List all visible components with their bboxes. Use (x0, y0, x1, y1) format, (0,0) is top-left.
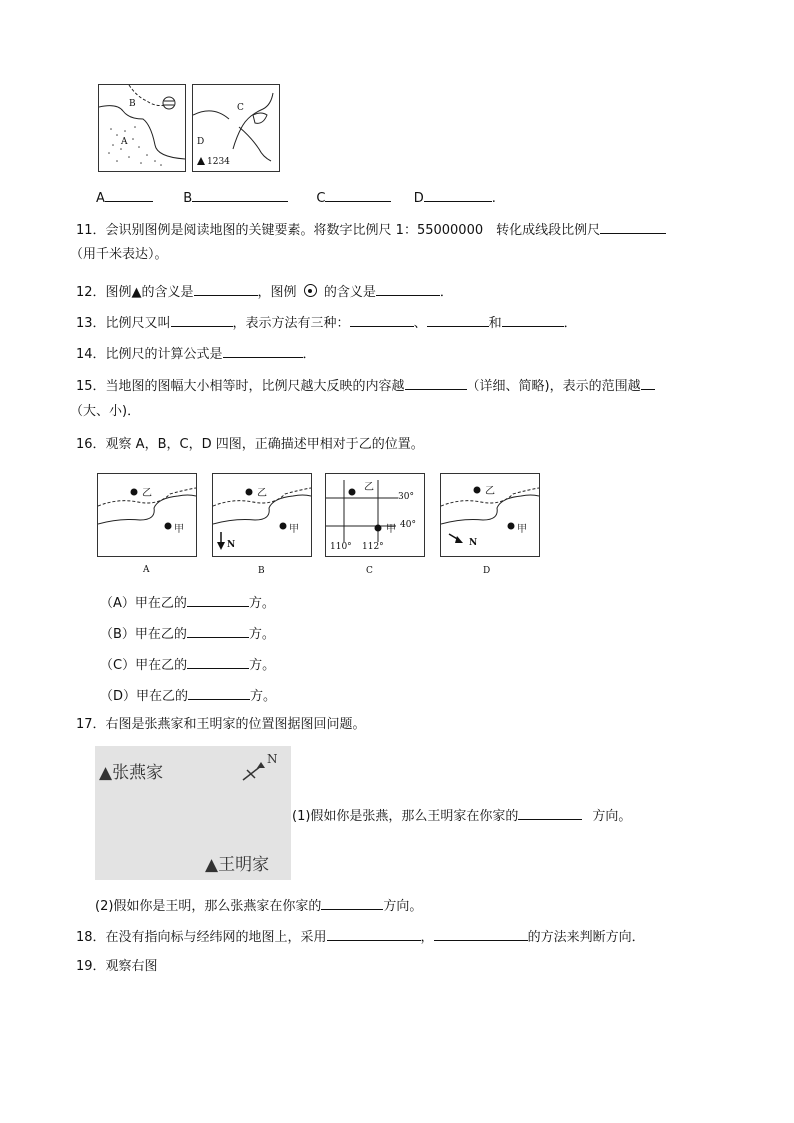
fig-b-jia: 甲 (289, 524, 299, 535)
q16-fig-a (97, 473, 197, 557)
fig-c-lon110: 110° (330, 542, 352, 552)
blank-b[interactable] (192, 187, 288, 202)
q16-answer-b (100, 623, 275, 644)
q16-answer-d-prefix: （D）甲在乙的 (100, 689, 189, 704)
blank-label-d: D (413, 191, 424, 206)
q15-text2: （详细、简略)，表示的范围越 (466, 379, 641, 394)
q13-line (76, 312, 577, 333)
fig-a-yi: 乙 (142, 488, 152, 499)
q12-line (76, 281, 453, 302)
fig-c-lat40: 40° (400, 520, 416, 530)
q10-map-right (192, 84, 280, 172)
circle-dot-icon (304, 284, 317, 297)
q13-blank1[interactable] (171, 312, 233, 327)
q14-line (76, 343, 316, 364)
caption-a: A (143, 565, 150, 575)
q16-answer-a-prefix: （A）甲在乙的 (100, 596, 187, 611)
q16-answer-a-suffix: 方。 (248, 596, 275, 611)
q11-line2 (70, 246, 168, 264)
q19-line (76, 958, 158, 976)
q16-fig-c (325, 473, 425, 557)
q12-text3: 的含义是 (323, 285, 376, 300)
fig-d-yi: 乙 (485, 486, 495, 497)
q16-blank-a[interactable] (187, 592, 249, 607)
q16-answer-c (100, 654, 275, 675)
q10-map-right-drawing (193, 85, 279, 171)
map-label-b: B (129, 99, 136, 109)
fig-b-north: N (227, 540, 236, 550)
blank-label-c: C (316, 191, 326, 206)
q16-blank-d[interactable] (188, 685, 250, 700)
map-label-a: A (121, 137, 128, 147)
q16-answer-c-prefix: （C）甲在乙的 (100, 658, 188, 673)
fig-b-yi: 乙 (257, 488, 267, 499)
map-elevation-label: 1234 (207, 157, 230, 167)
north-label: N (267, 752, 278, 766)
q17-sub1-a: (1)假如你是张燕，那么王明家在你家的 (292, 809, 519, 824)
fig-c-yi: 乙 (364, 482, 374, 493)
q16-fig-b (212, 473, 312, 557)
q13-blank3[interactable] (427, 312, 489, 327)
q14-text2: ． (302, 347, 316, 362)
q16-answer-b-suffix: 方。 (248, 627, 275, 642)
map-label-c: C (237, 103, 244, 113)
map-label-d: D (197, 137, 205, 147)
fig-d-north: N (469, 538, 478, 548)
q17-sub1-b: 方向。 (592, 809, 632, 824)
q16-fig-d (440, 473, 540, 557)
q17-text: 17．右图是张燕家和王明家的位置图据图回问题。 (76, 717, 366, 732)
q13-text3: 、 (413, 316, 427, 331)
fig-c-lat30: 30° (398, 492, 414, 502)
q18-line (76, 926, 645, 947)
q17-blank1[interactable] (518, 805, 582, 820)
q16-line (76, 436, 424, 454)
q11-line1 (76, 219, 666, 240)
fig-c-jia: 甲 (386, 524, 396, 535)
q14-blank[interactable] (223, 343, 303, 358)
q18-text1: 18．在没有指向标与经纬网的地图上，采用 (76, 930, 327, 945)
zhang-home-label: ▲张燕家 (99, 763, 164, 783)
q11-text2: （用千米表达）。 (70, 247, 168, 262)
q16-answer-a (100, 592, 275, 613)
blank-label-a: A (96, 191, 105, 206)
q13-text4: 和 (488, 316, 502, 331)
q15-text1: 15．当地图的图幅大小相等时，比例尺越大反映的内容越 (76, 379, 405, 394)
q16-answer-b-prefix: （B）甲在乙的 (100, 627, 187, 642)
fig-d-jia: 甲 (517, 524, 527, 535)
q18-blank2[interactable] (434, 926, 528, 941)
q12-blank2[interactable] (376, 281, 440, 296)
q10-answer-row (96, 187, 496, 208)
q15-blank1[interactable] (405, 375, 467, 390)
q15-line1 (76, 375, 655, 396)
q10-map-left (98, 84, 186, 172)
q16-answer-d-suffix: 方。 (250, 689, 277, 704)
q17-blank2[interactable] (321, 895, 383, 910)
q16-text: 16．观察 A，B，C，D 四图，正确描述甲相对于乙的位置。 (76, 437, 424, 452)
q16-blank-c[interactable] (187, 654, 249, 669)
fig-a-jia: 甲 (174, 524, 184, 535)
q17-sub1 (292, 805, 631, 826)
period: . (491, 191, 496, 206)
q16-answer-c-suffix: 方。 (249, 658, 276, 673)
caption-b: B (258, 566, 265, 576)
q12-text4: ． (439, 285, 453, 300)
blank-a[interactable] (105, 187, 153, 202)
q10-map-left-drawing (99, 85, 185, 171)
q14-text1: 14．比例尺的计算公式是 (76, 347, 223, 362)
q15-text3: （大、小)． (70, 404, 141, 419)
q12-text1: 12．图例▲的含义是 (76, 285, 194, 300)
q13-text2: ，表示方法有三种： (232, 316, 350, 331)
q17-line (76, 716, 366, 734)
q19-text: 19．观察右图 (76, 959, 158, 974)
q17-sub2 (95, 895, 422, 916)
q15-line2 (70, 403, 140, 421)
q18-text2: ， (420, 930, 434, 945)
fig-c-lon112: 112° (362, 542, 384, 552)
q12-blank1[interactable] (194, 281, 258, 296)
q11-blank[interactable] (600, 219, 666, 234)
q13-text5: ． (563, 316, 577, 331)
q11-text1: 11．会识别图例是阅读地图的关键要素。将数字比例尺 1：55000000 转化成线段比例尺 (76, 223, 601, 238)
q16-blank-b[interactable] (187, 623, 249, 638)
q15-blank2[interactable] (641, 375, 655, 390)
q18-blank1[interactable] (327, 926, 421, 941)
blank-d[interactable] (424, 187, 492, 202)
q18-text3: 的方法来判断方向． (527, 930, 645, 945)
q13-text1: 13．比例尺又叫 (76, 316, 171, 331)
caption-c: C (366, 566, 373, 576)
blank-label-b: B (183, 191, 193, 206)
q17-location-map (95, 746, 291, 880)
wang-home-label: ▲王明家 (205, 855, 270, 875)
q17-sub2-b: 方向。 (383, 899, 423, 914)
caption-d: D (483, 566, 491, 576)
q13-blank2[interactable] (350, 312, 414, 327)
q12-text2: ，图例 (257, 285, 297, 300)
blank-c[interactable] (325, 187, 391, 202)
q17-sub2-a: (2)假如你是王明，那么张燕家在你家的 (95, 899, 322, 914)
q16-answer-d (100, 685, 276, 706)
q13-blank4[interactable] (502, 312, 564, 327)
